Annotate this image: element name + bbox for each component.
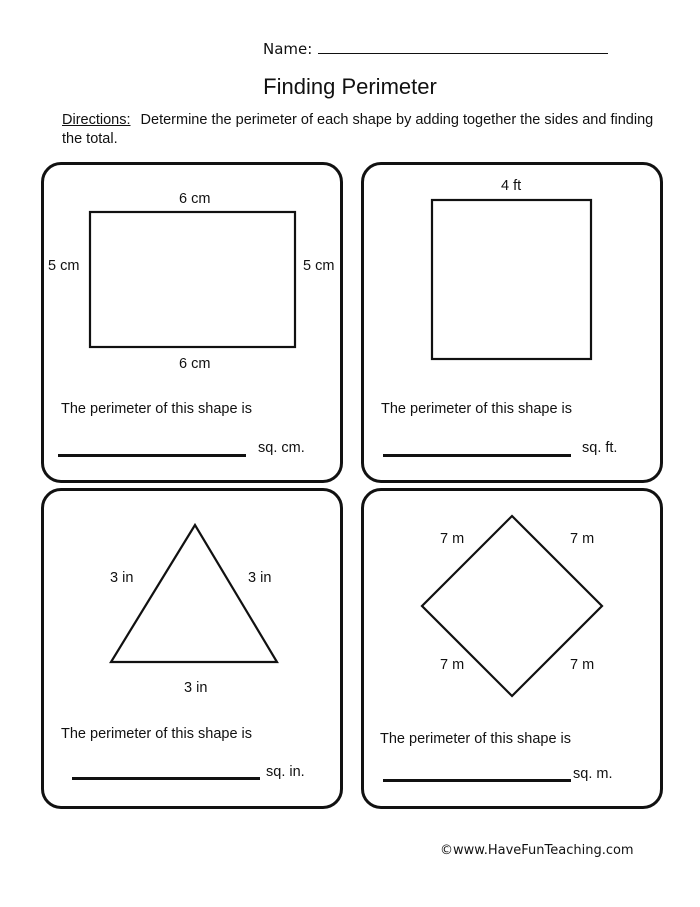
- problem-card-rhombus: [361, 488, 663, 809]
- side-label-top: 4 ft: [501, 178, 522, 194]
- answer-unit: sq. m.: [573, 766, 613, 782]
- perimeter-prompt: The perimeter of this shape is: [381, 401, 573, 417]
- side-label-bottom: 3 in: [184, 680, 208, 696]
- side-label-bottom-left: 7 m: [440, 657, 465, 673]
- side-label-top-left: 7 m: [440, 531, 465, 547]
- answer-line[interactable]: [72, 777, 260, 780]
- side-label-top-right: 7 m: [570, 531, 595, 547]
- side-label-bottom: 6 cm: [179, 356, 211, 372]
- name-field[interactable]: [263, 40, 608, 58]
- answer-unit: sq. in.: [266, 764, 305, 780]
- side-label-right: 3 in: [248, 570, 272, 586]
- page-title: [0, 74, 700, 100]
- side-label-left: 5 cm: [48, 258, 80, 274]
- side-label-left: 3 in: [110, 570, 134, 586]
- answer-line[interactable]: [383, 779, 571, 782]
- name-label: Name:: [263, 40, 313, 58]
- copyright-footer: ©www.HaveFunTeaching.com: [440, 843, 634, 858]
- side-label-bottom-right: 7 m: [570, 657, 595, 673]
- directions-text: Determine the perimeter of each shape by adding together the sides and finding the total.: [62, 112, 654, 147]
- answer-line[interactable]: [383, 454, 571, 457]
- page-title-text: Finding Perimeter: [263, 74, 437, 99]
- perimeter-prompt: The perimeter of this shape is: [61, 726, 253, 742]
- side-label-right: 5 cm: [303, 258, 335, 274]
- answer-line[interactable]: [58, 454, 246, 457]
- directions-label: Directions:: [62, 112, 131, 128]
- rectangle-shape: [44, 165, 346, 486]
- name-blank-line[interactable]: [318, 40, 608, 54]
- square-shape: [364, 165, 666, 486]
- answer-unit: sq. cm.: [258, 440, 305, 456]
- problem-card-rectangle: [41, 162, 343, 483]
- side-label-top: 6 cm: [179, 191, 211, 207]
- rhombus-shape: [364, 491, 666, 812]
- perimeter-prompt: The perimeter of this shape is: [61, 401, 253, 417]
- perimeter-prompt: The perimeter of this shape is: [380, 731, 572, 747]
- problem-card-square: [361, 162, 663, 483]
- directions: [62, 111, 662, 149]
- problem-card-triangle: [41, 488, 343, 809]
- answer-unit: sq. ft.: [582, 440, 618, 456]
